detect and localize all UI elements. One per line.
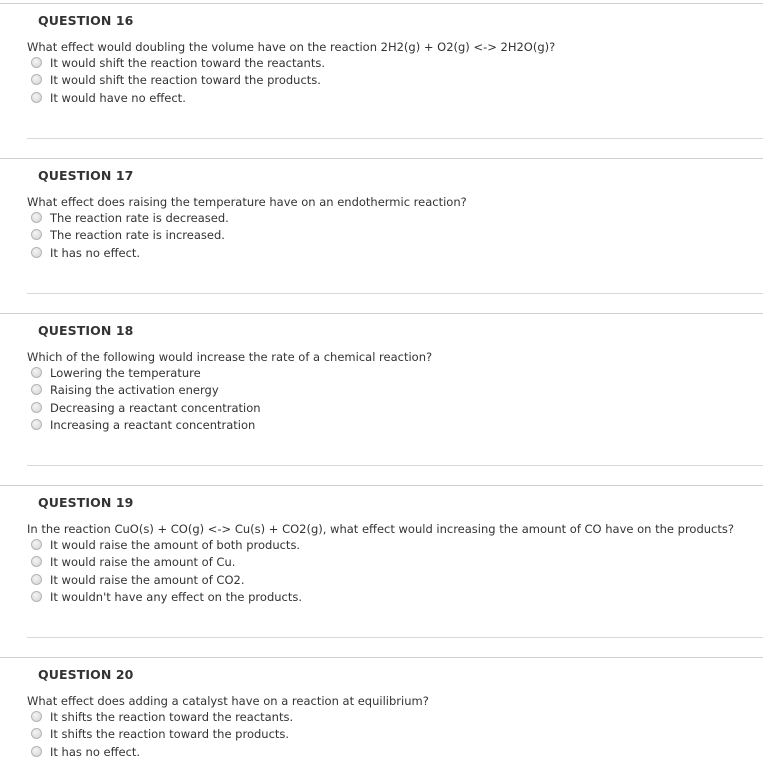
answer-label: It would shift the reaction toward the reactants. (50, 55, 325, 70)
question-header (0, 657, 763, 686)
answer-label: It wouldn't have any effect on the products. (50, 589, 303, 604)
answer-label: It has no effect. (50, 245, 141, 260)
radio-button[interactable] (31, 367, 42, 378)
answer-option[interactable] (31, 553, 235, 570)
answer-label: The reaction rate is decreased. (50, 210, 229, 225)
answer-option[interactable] (31, 244, 140, 261)
answer-option[interactable] (31, 364, 201, 381)
answer-option[interactable] (31, 381, 219, 398)
question-header (0, 158, 763, 187)
radio-button[interactable] (31, 711, 42, 722)
radio-button[interactable] (31, 57, 42, 68)
question-text: What effect does adding a catalyst have on a reaction at equilibrium? (27, 694, 429, 708)
radio-button[interactable] (31, 212, 42, 223)
radio-button[interactable] (31, 402, 42, 413)
answer-label: It would raise the amount of Cu. (50, 554, 236, 569)
question-title: QUESTION 18 (38, 323, 134, 338)
divider (27, 465, 763, 466)
answer-option[interactable] (31, 54, 325, 71)
divider (27, 637, 763, 638)
answer-option[interactable] (31, 571, 244, 588)
answer-option[interactable] (31, 536, 300, 553)
answer-label: It would raise the amount of CO2. (50, 572, 245, 587)
divider (27, 293, 763, 294)
radio-button[interactable] (31, 591, 42, 602)
answer-option[interactable] (31, 708, 293, 725)
question-text: What effect does raising the temperature have on an endothermic reaction? (27, 195, 467, 209)
question-header (0, 485, 763, 514)
answer-option[interactable] (31, 725, 289, 742)
radio-button[interactable] (31, 74, 42, 85)
radio-button[interactable] (31, 728, 42, 739)
question-text: What effect would doubling the volume have on the reaction 2H2(g) + O2(g) <-> 2H2O(g)? (27, 40, 556, 54)
answer-option[interactable] (31, 399, 261, 416)
answer-label: Decreasing a reactant concentration (50, 400, 261, 415)
answer-option[interactable] (31, 226, 225, 243)
radio-button[interactable] (31, 384, 42, 395)
divider (27, 138, 763, 139)
question-text: In the reaction CuO(s) + CO(g) <-> Cu(s) + CO2(g), what effect would increasing the amount of CO have on the products? (27, 522, 734, 536)
answer-label: Lowering the temperature (50, 365, 201, 380)
answer-option[interactable] (31, 743, 140, 760)
answer-label: It would raise the amount of both products. (50, 537, 301, 552)
answer-option[interactable] (31, 588, 302, 605)
answer-label: It would have no effect. (50, 90, 186, 105)
radio-button[interactable] (31, 419, 42, 430)
question-header (0, 313, 763, 342)
answer-label: It would shift the reaction toward the products. (50, 72, 321, 87)
radio-button[interactable] (31, 746, 42, 757)
question-text: Which of the following would increase the rate of a chemical reaction? (27, 350, 433, 364)
answer-label: Raising the activation energy (50, 382, 219, 397)
answer-label: It shifts the reaction toward the reactants. (50, 709, 294, 724)
answer-option[interactable] (31, 89, 186, 106)
answer-label: It has no effect. (50, 744, 141, 759)
answer-option[interactable] (31, 416, 255, 433)
radio-button[interactable] (31, 247, 42, 258)
radio-button[interactable] (31, 556, 42, 567)
answer-label: The reaction rate is increased. (50, 227, 225, 242)
question-header (0, 3, 763, 32)
question-title: QUESTION 19 (38, 495, 134, 510)
radio-button[interactable] (31, 539, 42, 550)
question-title: QUESTION 16 (38, 13, 134, 28)
radio-button[interactable] (31, 92, 42, 103)
answer-label: It shifts the reaction toward the products. (50, 726, 290, 741)
answer-option[interactable] (31, 209, 229, 226)
question-title: QUESTION 17 (38, 168, 134, 183)
radio-button[interactable] (31, 229, 42, 240)
answer-option[interactable] (31, 71, 321, 88)
question-title: QUESTION 20 (38, 667, 134, 682)
radio-button[interactable] (31, 574, 42, 585)
answer-label: Increasing a reactant concentration (50, 417, 256, 432)
